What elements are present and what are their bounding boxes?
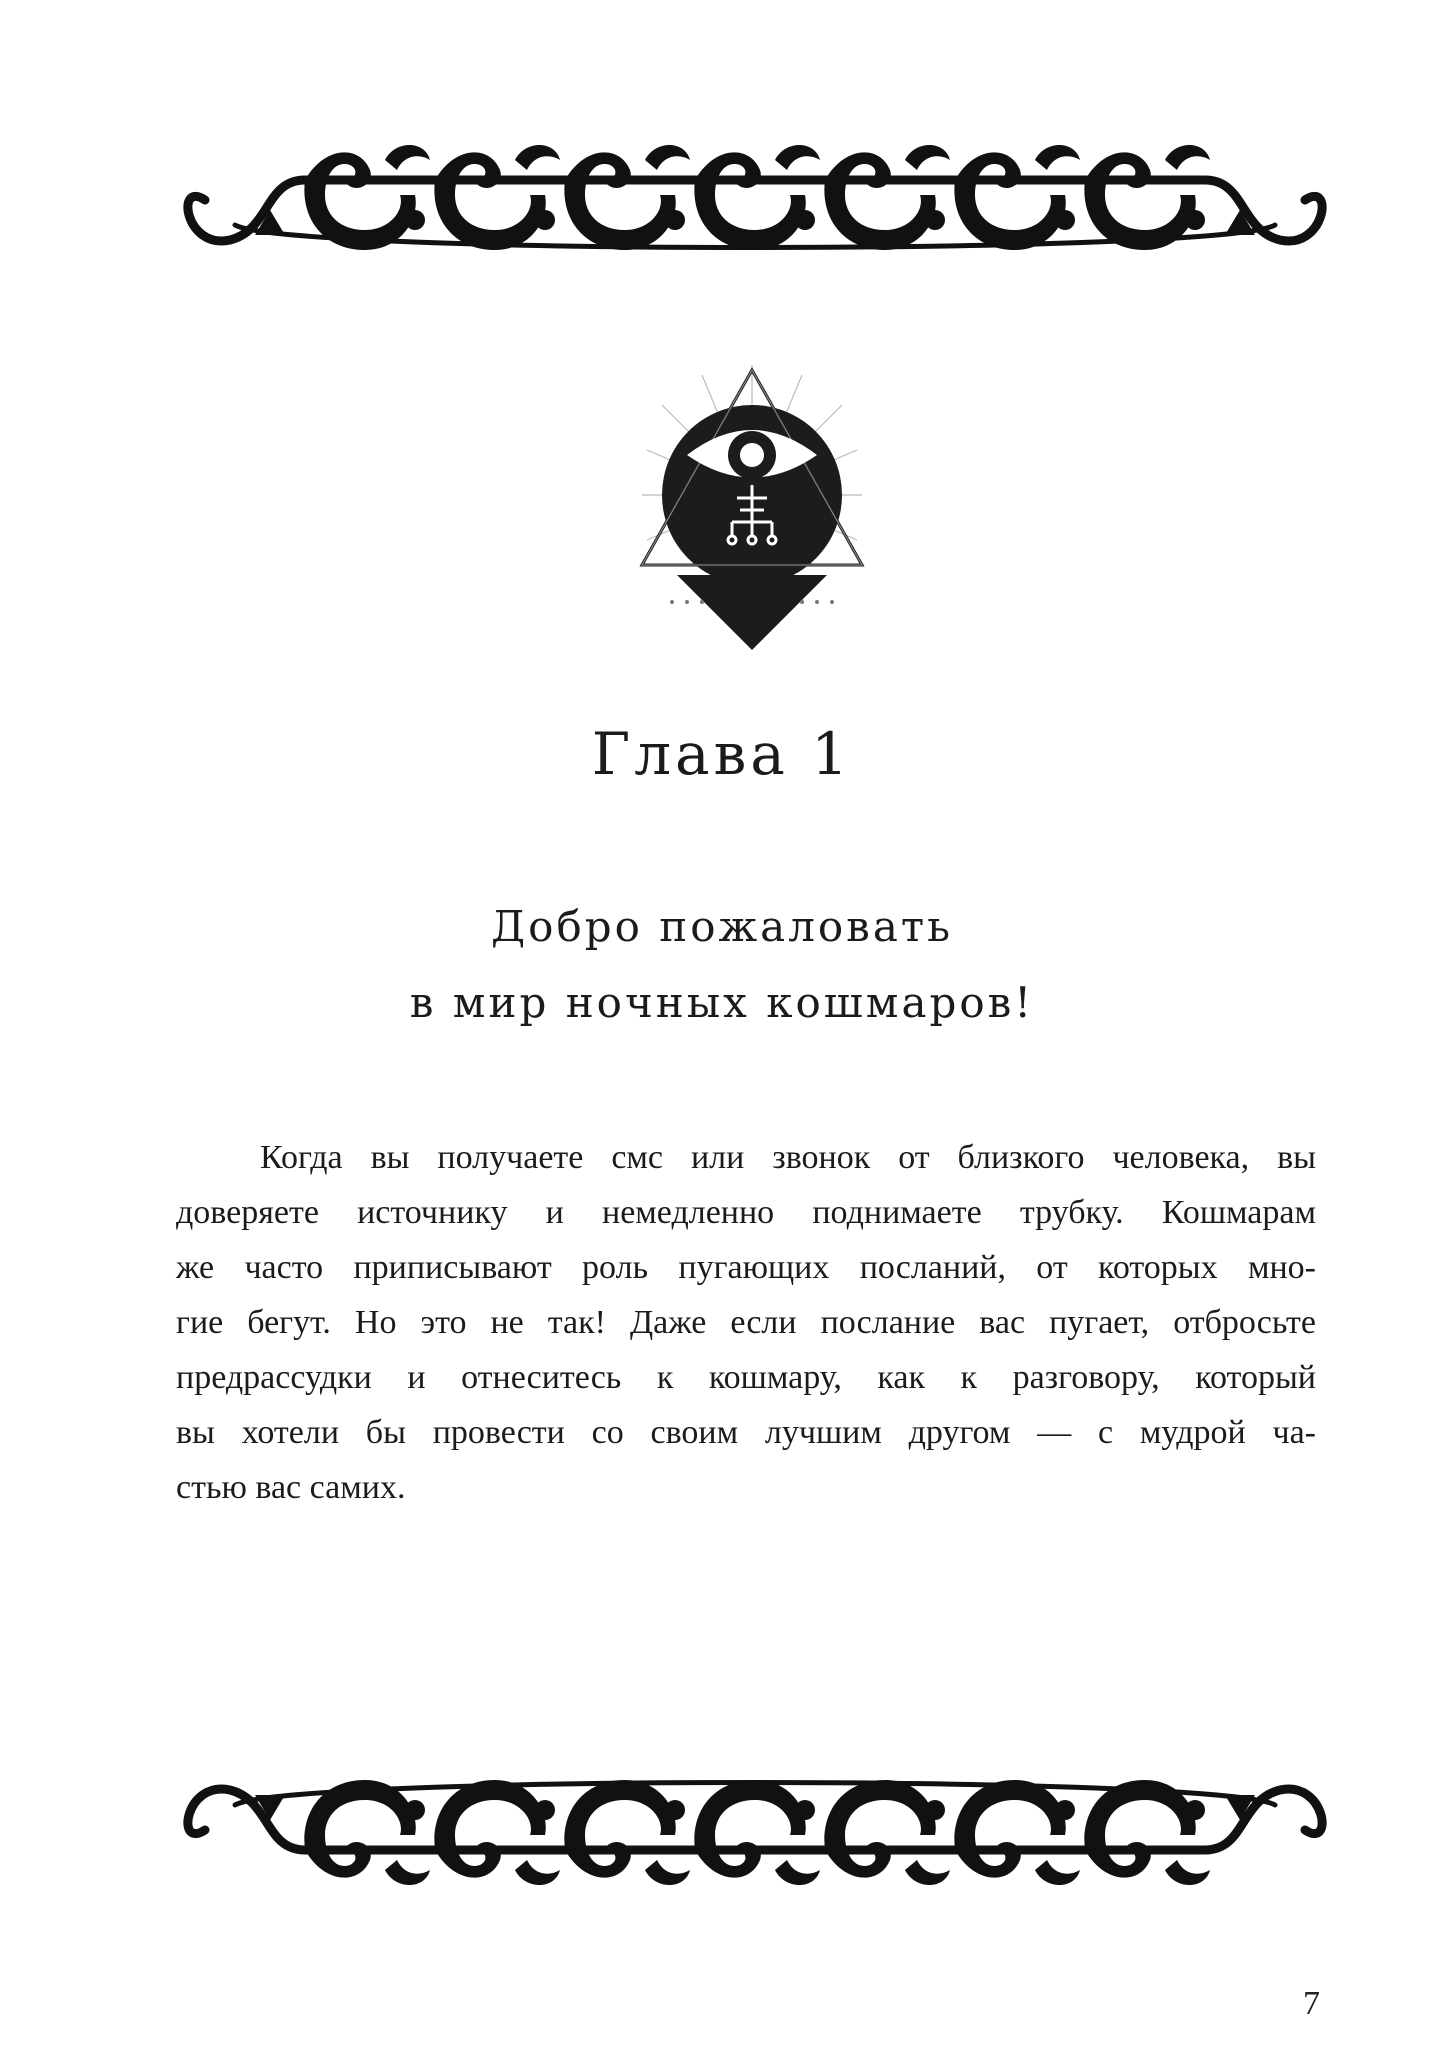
paragraph-line: Когда вы получаете смс или звонок от близкого человека, вы [260,1139,1316,1176]
chapter-subtitle-line-2: в мир ночных кошмаров! [409,978,1035,1027]
paragraph-line: же часто приписывают роль пугающих посланий, от которых мно- [176,1249,1316,1286]
paragraph-line: стью вас самих. [176,1469,406,1506]
page-number: 7 [1303,1985,1320,2022]
paragraph-line: предрассудки и отнеситесь к кошмару, как к разговору, который [176,1359,1316,1396]
all-seeing-eye-emblem-icon [632,360,872,650]
bottom-ornament-icon [175,1760,1335,1890]
paragraph-line: вы хотели бы провести со своим лучшим другом — с мудрой ча- [176,1414,1316,1451]
body-paragraph [176,1130,1316,1515]
chapter-subtitle-line-1: Добро пожаловать [491,902,953,951]
chapter-title: Глава 1 [591,720,853,788]
paragraph-line: доверяете источнику и немедленно поднимаете трубку. Кошмарам [176,1194,1316,1231]
top-ornament-icon [175,140,1335,270]
paragraph-line: гие бегут. Но это не так! Даже если послание вас пугает, отбросьте [176,1304,1316,1341]
